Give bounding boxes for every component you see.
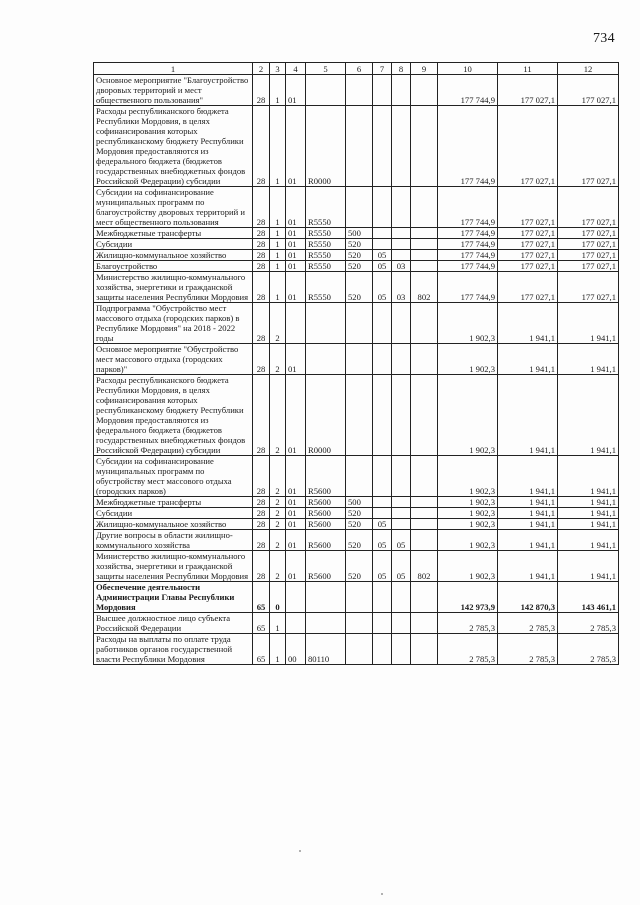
cell-col-2: 65 xyxy=(253,582,270,613)
cell-col-6: 520 xyxy=(346,250,373,261)
row-name-cell: Подпрограмма "Обустройство мест массового отдыха (городских парков) в Республике Мордовия" на 2018 - 2022 годы xyxy=(94,303,253,344)
cell-col-3: 1 xyxy=(270,634,286,665)
table-row xyxy=(94,634,619,665)
cell-col-7: 05 xyxy=(373,272,392,303)
cell-col-9 xyxy=(411,250,438,261)
cell-col-9 xyxy=(411,261,438,272)
cell-col-7 xyxy=(373,613,392,634)
cell-col-7: 05 xyxy=(373,519,392,530)
cell-col-12: 177 027,1 xyxy=(558,272,619,303)
cell-col-3: 2 xyxy=(270,375,286,456)
cell-col-8 xyxy=(392,344,411,375)
cell-col-12: 1 941,1 xyxy=(558,551,619,582)
cell-col-11: 1 941,1 xyxy=(498,530,558,551)
table-row xyxy=(94,375,619,456)
table-row xyxy=(94,106,619,187)
cell-col-3: 1 xyxy=(270,250,286,261)
cell-col-2: 65 xyxy=(253,634,270,665)
table-row xyxy=(94,272,619,303)
cell-col-2: 28 xyxy=(253,303,270,344)
cell-col-4: 01 xyxy=(286,344,306,375)
row-name-cell: Благоустройство xyxy=(94,261,253,272)
row-name-cell: Другие вопросы в области жилищно-коммунального хозяйства xyxy=(94,530,253,551)
column-header: 7 xyxy=(373,63,392,75)
cell-col-6 xyxy=(346,75,373,106)
cell-col-8 xyxy=(392,187,411,228)
cell-col-4: 01 xyxy=(286,75,306,106)
cell-col-3: 1 xyxy=(270,75,286,106)
cell-col-10: 2 785,3 xyxy=(438,634,498,665)
column-header: 10 xyxy=(438,63,498,75)
column-header: 6 xyxy=(346,63,373,75)
cell-col-4: 01 xyxy=(286,508,306,519)
cell-col-5: R5600 xyxy=(306,456,346,497)
cell-col-11: 1 941,1 xyxy=(498,375,558,456)
cell-col-6: 520 xyxy=(346,239,373,250)
cell-col-3: 2 xyxy=(270,519,286,530)
column-header: 5 xyxy=(306,63,346,75)
cell-col-5 xyxy=(306,75,346,106)
cell-col-12: 1 941,1 xyxy=(558,508,619,519)
cell-col-10: 177 744,9 xyxy=(438,239,498,250)
cell-col-9 xyxy=(411,508,438,519)
cell-col-8 xyxy=(392,634,411,665)
table-row xyxy=(94,344,619,375)
cell-col-3: 2 xyxy=(270,508,286,519)
cell-col-10: 1 902,3 xyxy=(438,551,498,582)
cell-col-8 xyxy=(392,582,411,613)
row-name-cell: Обеспечение деятельности Администрации Главы Республики Мордовия xyxy=(94,582,253,613)
cell-col-10: 177 744,9 xyxy=(438,187,498,228)
scan-speck xyxy=(381,893,383,895)
cell-col-9 xyxy=(411,344,438,375)
cell-col-10: 177 744,9 xyxy=(438,250,498,261)
cell-col-7 xyxy=(373,239,392,250)
cell-col-6 xyxy=(346,613,373,634)
cell-col-12: 1 941,1 xyxy=(558,344,619,375)
cell-col-2: 28 xyxy=(253,497,270,508)
cell-col-2: 65 xyxy=(253,613,270,634)
cell-col-9 xyxy=(411,497,438,508)
cell-col-11: 1 941,1 xyxy=(498,456,558,497)
cell-col-8 xyxy=(392,303,411,344)
cell-col-2: 28 xyxy=(253,456,270,497)
cell-col-6: 520 xyxy=(346,272,373,303)
cell-col-5 xyxy=(306,582,346,613)
cell-col-3: 1 xyxy=(270,187,286,228)
cell-col-12: 1 941,1 xyxy=(558,519,619,530)
cell-col-11: 1 941,1 xyxy=(498,303,558,344)
row-name-cell: Министерство жилищно-коммунального хозяйства, энергетики и гражданской защиты населения Республики Мордовия xyxy=(94,272,253,303)
table-row xyxy=(94,75,619,106)
cell-col-2: 28 xyxy=(253,272,270,303)
cell-col-7 xyxy=(373,303,392,344)
cell-col-10: 1 902,3 xyxy=(438,508,498,519)
cell-col-5: R5600 xyxy=(306,519,346,530)
cell-col-9 xyxy=(411,519,438,530)
cell-col-12: 1 941,1 xyxy=(558,497,619,508)
row-name-cell: Субсидии xyxy=(94,508,253,519)
cell-col-6 xyxy=(346,303,373,344)
table-row xyxy=(94,250,619,261)
table-row xyxy=(94,508,619,519)
cell-col-12: 177 027,1 xyxy=(558,239,619,250)
cell-col-10: 177 744,9 xyxy=(438,75,498,106)
page-number: 734 xyxy=(593,31,615,46)
cell-col-12: 177 027,1 xyxy=(558,261,619,272)
cell-col-3: 1 xyxy=(270,261,286,272)
cell-col-11: 1 941,1 xyxy=(498,519,558,530)
table-row xyxy=(94,228,619,239)
cell-col-9 xyxy=(411,582,438,613)
cell-col-12: 177 027,1 xyxy=(558,228,619,239)
cell-col-11: 177 027,1 xyxy=(498,187,558,228)
row-name-cell: Субсидии xyxy=(94,239,253,250)
cell-col-5: R5600 xyxy=(306,530,346,551)
cell-col-7 xyxy=(373,508,392,519)
table-row xyxy=(94,456,619,497)
cell-col-6 xyxy=(346,344,373,375)
cell-col-12: 143 461,1 xyxy=(558,582,619,613)
cell-col-8 xyxy=(392,250,411,261)
cell-col-2: 28 xyxy=(253,530,270,551)
cell-col-5 xyxy=(306,613,346,634)
cell-col-5: R5550 xyxy=(306,261,346,272)
table-row xyxy=(94,582,619,613)
cell-col-10: 1 902,3 xyxy=(438,344,498,375)
cell-col-3: 2 xyxy=(270,456,286,497)
cell-col-6 xyxy=(346,106,373,187)
cell-col-7 xyxy=(373,456,392,497)
column-header: 11 xyxy=(498,63,558,75)
cell-col-8: 03 xyxy=(392,272,411,303)
row-name-cell: Основное мероприятие "Обустройство мест массового отдыха (городских парков)" xyxy=(94,344,253,375)
cell-col-3: 2 xyxy=(270,497,286,508)
cell-col-5: R5550 xyxy=(306,187,346,228)
cell-col-2: 28 xyxy=(253,187,270,228)
cell-col-9 xyxy=(411,75,438,106)
cell-col-5: R5600 xyxy=(306,508,346,519)
cell-col-10: 1 902,3 xyxy=(438,456,498,497)
cell-col-7 xyxy=(373,497,392,508)
cell-col-5: R0000 xyxy=(306,375,346,456)
cell-col-12: 177 027,1 xyxy=(558,250,619,261)
cell-col-7: 05 xyxy=(373,261,392,272)
row-name-cell: Субсидии на софинансирование муниципальных программ по обустройству мест массового отдыха (городских парков) xyxy=(94,456,253,497)
cell-col-11: 177 027,1 xyxy=(498,228,558,239)
cell-col-10: 1 902,3 xyxy=(438,303,498,344)
cell-col-6: 520 xyxy=(346,551,373,582)
cell-col-4: 00 xyxy=(286,634,306,665)
table-row xyxy=(94,530,619,551)
cell-col-10: 177 744,9 xyxy=(438,228,498,239)
cell-col-12: 2 785,3 xyxy=(558,634,619,665)
cell-col-8: 03 xyxy=(392,261,411,272)
cell-col-3: 2 xyxy=(270,344,286,375)
cell-col-6 xyxy=(346,582,373,613)
table-row xyxy=(94,519,619,530)
table-row xyxy=(94,613,619,634)
row-name-cell: Жилищно-коммунальное хозяйство xyxy=(94,250,253,261)
table-row xyxy=(94,239,619,250)
cell-col-8 xyxy=(392,106,411,187)
cell-col-5: R5600 xyxy=(306,551,346,582)
cell-col-2: 28 xyxy=(253,375,270,456)
cell-col-2: 28 xyxy=(253,239,270,250)
cell-col-7 xyxy=(373,75,392,106)
cell-col-6 xyxy=(346,375,373,456)
column-header: 12 xyxy=(558,63,619,75)
column-header: 3 xyxy=(270,63,286,75)
row-name-cell: Межбюджетные трансферты xyxy=(94,497,253,508)
cell-col-7 xyxy=(373,375,392,456)
budget-table xyxy=(93,62,619,665)
cell-col-7 xyxy=(373,187,392,228)
column-header: 9 xyxy=(411,63,438,75)
cell-col-4: 01 xyxy=(286,530,306,551)
table-row xyxy=(94,551,619,582)
cell-col-8 xyxy=(392,456,411,497)
cell-col-10: 1 902,3 xyxy=(438,519,498,530)
cell-col-12: 177 027,1 xyxy=(558,106,619,187)
cell-col-7 xyxy=(373,106,392,187)
cell-col-11: 177 027,1 xyxy=(498,250,558,261)
cell-col-7: 05 xyxy=(373,551,392,582)
table-row xyxy=(94,497,619,508)
cell-col-4: 01 xyxy=(286,456,306,497)
cell-col-4: 01 xyxy=(286,272,306,303)
cell-col-2: 28 xyxy=(253,261,270,272)
cell-col-5: 80110 xyxy=(306,634,346,665)
cell-col-9 xyxy=(411,613,438,634)
cell-col-9 xyxy=(411,106,438,187)
cell-col-4: 01 xyxy=(286,250,306,261)
cell-col-9 xyxy=(411,530,438,551)
cell-col-11: 1 941,1 xyxy=(498,344,558,375)
cell-col-8 xyxy=(392,239,411,250)
cell-col-2: 28 xyxy=(253,250,270,261)
cell-col-7 xyxy=(373,634,392,665)
cell-col-3: 0 xyxy=(270,582,286,613)
cell-col-7 xyxy=(373,228,392,239)
row-name-cell: Субсидии на софинансирование муниципальных программ по благоустройству дворовых территорий и мест общественного пользования xyxy=(94,187,253,228)
cell-col-8 xyxy=(392,375,411,456)
cell-col-5 xyxy=(306,344,346,375)
column-header: 8 xyxy=(392,63,411,75)
cell-col-6 xyxy=(346,456,373,497)
cell-col-10: 2 785,3 xyxy=(438,613,498,634)
cell-col-8 xyxy=(392,75,411,106)
cell-col-11: 177 027,1 xyxy=(498,272,558,303)
cell-col-4: 01 xyxy=(286,239,306,250)
cell-col-9: 802 xyxy=(411,551,438,582)
cell-col-4 xyxy=(286,613,306,634)
cell-col-2: 28 xyxy=(253,551,270,582)
cell-col-2: 28 xyxy=(253,508,270,519)
cell-col-4: 01 xyxy=(286,551,306,582)
cell-col-3: 1 xyxy=(270,272,286,303)
cell-col-10: 1 902,3 xyxy=(438,375,498,456)
cell-col-4: 01 xyxy=(286,261,306,272)
cell-col-7 xyxy=(373,344,392,375)
cell-col-2: 28 xyxy=(253,344,270,375)
cell-col-11: 177 027,1 xyxy=(498,239,558,250)
cell-col-11: 1 941,1 xyxy=(498,551,558,582)
cell-col-7: 05 xyxy=(373,530,392,551)
cell-col-4: 01 xyxy=(286,497,306,508)
cell-col-8 xyxy=(392,508,411,519)
column-header: 4 xyxy=(286,63,306,75)
cell-col-11: 2 785,3 xyxy=(498,613,558,634)
cell-col-3: 1 xyxy=(270,228,286,239)
cell-col-3: 1 xyxy=(270,613,286,634)
cell-col-2: 28 xyxy=(253,228,270,239)
cell-col-2: 28 xyxy=(253,106,270,187)
cell-col-8 xyxy=(392,228,411,239)
cell-col-9 xyxy=(411,634,438,665)
cell-col-9 xyxy=(411,456,438,497)
cell-col-11: 2 785,3 xyxy=(498,634,558,665)
row-name-cell: Межбюджетные трансферты xyxy=(94,228,253,239)
cell-col-5: R5550 xyxy=(306,239,346,250)
cell-col-6: 520 xyxy=(346,519,373,530)
cell-col-11: 177 027,1 xyxy=(498,75,558,106)
cell-col-4: 01 xyxy=(286,375,306,456)
cell-col-4: 01 xyxy=(286,106,306,187)
cell-col-7 xyxy=(373,582,392,613)
cell-col-12: 1 941,1 xyxy=(558,375,619,456)
cell-col-5: R5550 xyxy=(306,272,346,303)
cell-col-5: R0000 xyxy=(306,106,346,187)
cell-col-9 xyxy=(411,187,438,228)
cell-col-4: 01 xyxy=(286,228,306,239)
cell-col-11: 177 027,1 xyxy=(498,106,558,187)
cell-col-12: 1 941,1 xyxy=(558,303,619,344)
cell-col-9: 802 xyxy=(411,272,438,303)
cell-col-9 xyxy=(411,239,438,250)
cell-col-9 xyxy=(411,228,438,239)
cell-col-12: 177 027,1 xyxy=(558,187,619,228)
cell-col-5 xyxy=(306,303,346,344)
row-name-cell: Высшее должностное лицо субъекта Российской Федерации xyxy=(94,613,253,634)
cell-col-3: 2 xyxy=(270,551,286,582)
column-header: 1 xyxy=(94,63,253,75)
cell-col-10: 1 902,3 xyxy=(438,497,498,508)
cell-col-12: 1 941,1 xyxy=(558,530,619,551)
table-row xyxy=(94,261,619,272)
cell-col-10: 142 973,9 xyxy=(438,582,498,613)
cell-col-11: 177 027,1 xyxy=(498,261,558,272)
cell-col-3: 1 xyxy=(270,106,286,187)
table-body xyxy=(94,75,619,665)
cell-col-6: 520 xyxy=(346,508,373,519)
column-header: 2 xyxy=(253,63,270,75)
cell-col-9 xyxy=(411,375,438,456)
cell-col-8 xyxy=(392,613,411,634)
cell-col-7: 05 xyxy=(373,250,392,261)
table-row xyxy=(94,303,619,344)
cell-col-10: 177 744,9 xyxy=(438,106,498,187)
cell-col-10: 1 902,3 xyxy=(438,530,498,551)
cell-col-3: 2 xyxy=(270,303,286,344)
cell-col-4: 01 xyxy=(286,187,306,228)
row-name-cell: Расходы на выплаты по оплате труда работников органов государственной власти Республики Мордовия xyxy=(94,634,253,665)
cell-col-6: 520 xyxy=(346,261,373,272)
cell-col-6 xyxy=(346,187,373,228)
cell-col-2: 28 xyxy=(253,75,270,106)
cell-col-8 xyxy=(392,497,411,508)
cell-col-11: 1 941,1 xyxy=(498,508,558,519)
cell-col-2: 28 xyxy=(253,519,270,530)
cell-col-10: 177 744,9 xyxy=(438,261,498,272)
cell-col-8: 05 xyxy=(392,551,411,582)
cell-col-4: 01 xyxy=(286,519,306,530)
cell-col-9 xyxy=(411,303,438,344)
cell-col-12: 2 785,3 xyxy=(558,613,619,634)
scan-speck xyxy=(299,850,301,852)
cell-col-5: R5550 xyxy=(306,250,346,261)
row-name-cell: Расходы республиканского бюджета Республики Мордовия, в целях софинансирования которых республиканскому бюджету Республики Мордовия предоставляются из федерального бюджета (бюджетов государственных внебюджетных фондов Российской Федерации) субсидии xyxy=(94,375,253,456)
row-name-cell: Министерство жилищно-коммунального хозяйства, энергетики и гражданской защиты населения Республики Мордовия xyxy=(94,551,253,582)
cell-col-12: 177 027,1 xyxy=(558,75,619,106)
cell-col-6 xyxy=(346,634,373,665)
table-header-row xyxy=(94,63,619,75)
cell-col-10: 177 744,9 xyxy=(438,272,498,303)
cell-col-12: 1 941,1 xyxy=(558,456,619,497)
cell-col-8: 05 xyxy=(392,530,411,551)
cell-col-5: R5550 xyxy=(306,228,346,239)
row-name-cell: Основное мероприятие "Благоустройство дворовых территорий и мест общественного пользования" xyxy=(94,75,253,106)
row-name-cell: Жилищно-коммунальное хозяйство xyxy=(94,519,253,530)
cell-col-6: 520 xyxy=(346,530,373,551)
cell-col-8 xyxy=(392,519,411,530)
table-row xyxy=(94,187,619,228)
cell-col-6: 500 xyxy=(346,228,373,239)
cell-col-11: 1 941,1 xyxy=(498,497,558,508)
cell-col-3: 1 xyxy=(270,239,286,250)
cell-col-5: R5600 xyxy=(306,497,346,508)
cell-col-6: 500 xyxy=(346,497,373,508)
row-name-cell: Расходы республиканского бюджета Республики Мордовия, в целях софинансирования которых республиканскому бюджету Республики Мордовия предоставляются из федерального бюджета (бюджетов государственных внебюджетных фондов Российской Федерации) субсидии xyxy=(94,106,253,187)
cell-col-3: 2 xyxy=(270,530,286,551)
cell-col-4 xyxy=(286,582,306,613)
cell-col-4 xyxy=(286,303,306,344)
cell-col-11: 142 870,3 xyxy=(498,582,558,613)
